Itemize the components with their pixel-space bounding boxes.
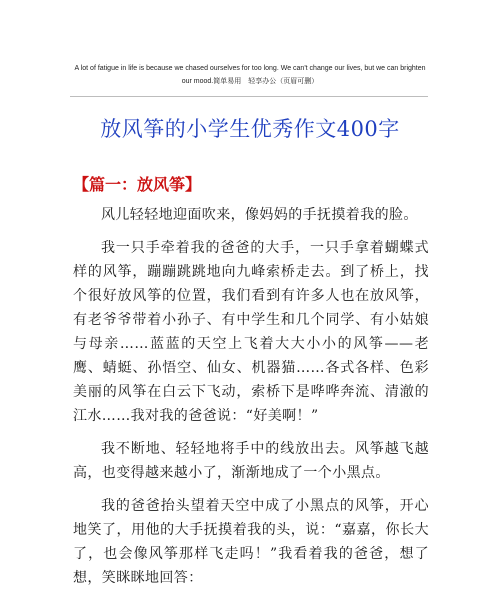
page-header bbox=[70, 62, 430, 88]
section-heading: 【篇一：放风筝】 bbox=[73, 175, 202, 194]
paragraph: 风儿轻轻地迎面吹来，像妈妈的手抚摸着我的脸。 bbox=[101, 207, 418, 223]
article-body bbox=[73, 203, 429, 599]
header-line-2: our mood.简单易用 轻享办公（页眉可删） bbox=[181, 78, 319, 85]
header-line-1: A lot of fatigue in life is because we chased ourselves for too long. We can't change our lives, but we can brighten bbox=[74, 65, 426, 72]
paragraph: 我的爸爸抬头望着天空中成了小黑点的风筝，开心地笑了，用他的大手抚摸着我的头，说：“嘉嘉，你长大了，也会像风筝那样飞走吗！”我看着我的爸爸，想了想，笑眯眯地回答： bbox=[73, 498, 429, 586]
paragraph: 我一只手牵着我的爸爸的大手，一只手拿着蝴蝶式样的风筝，蹦蹦跳跳地向九峰索桥走去。到了桥上，找个很好放风筝的位置，我们看到有许多人也在放风筝，有老爷爷带着小孙子、有中学生和几个同学、有小姑娘与母亲……蓝蓝的天空上飞着大大小小的风筝——老鹰、蜻蜓、孙悟空、仙女、机器猫……各式各样、色彩美丽的风筝在白云下飞动，索桥下是哗哗奔流、清澈的江水……我对我的爸爸说：“好美啊！” bbox=[73, 240, 429, 424]
paragraph: 我不断地、轻轻地将手中的线放出去。风筝越飞越高，也变得越来越小了，渐渐地成了一个小黑点。 bbox=[73, 441, 429, 481]
header-divider bbox=[70, 96, 428, 97]
document-title: 放风筝的小学生优秀作文400字 bbox=[100, 117, 400, 141]
